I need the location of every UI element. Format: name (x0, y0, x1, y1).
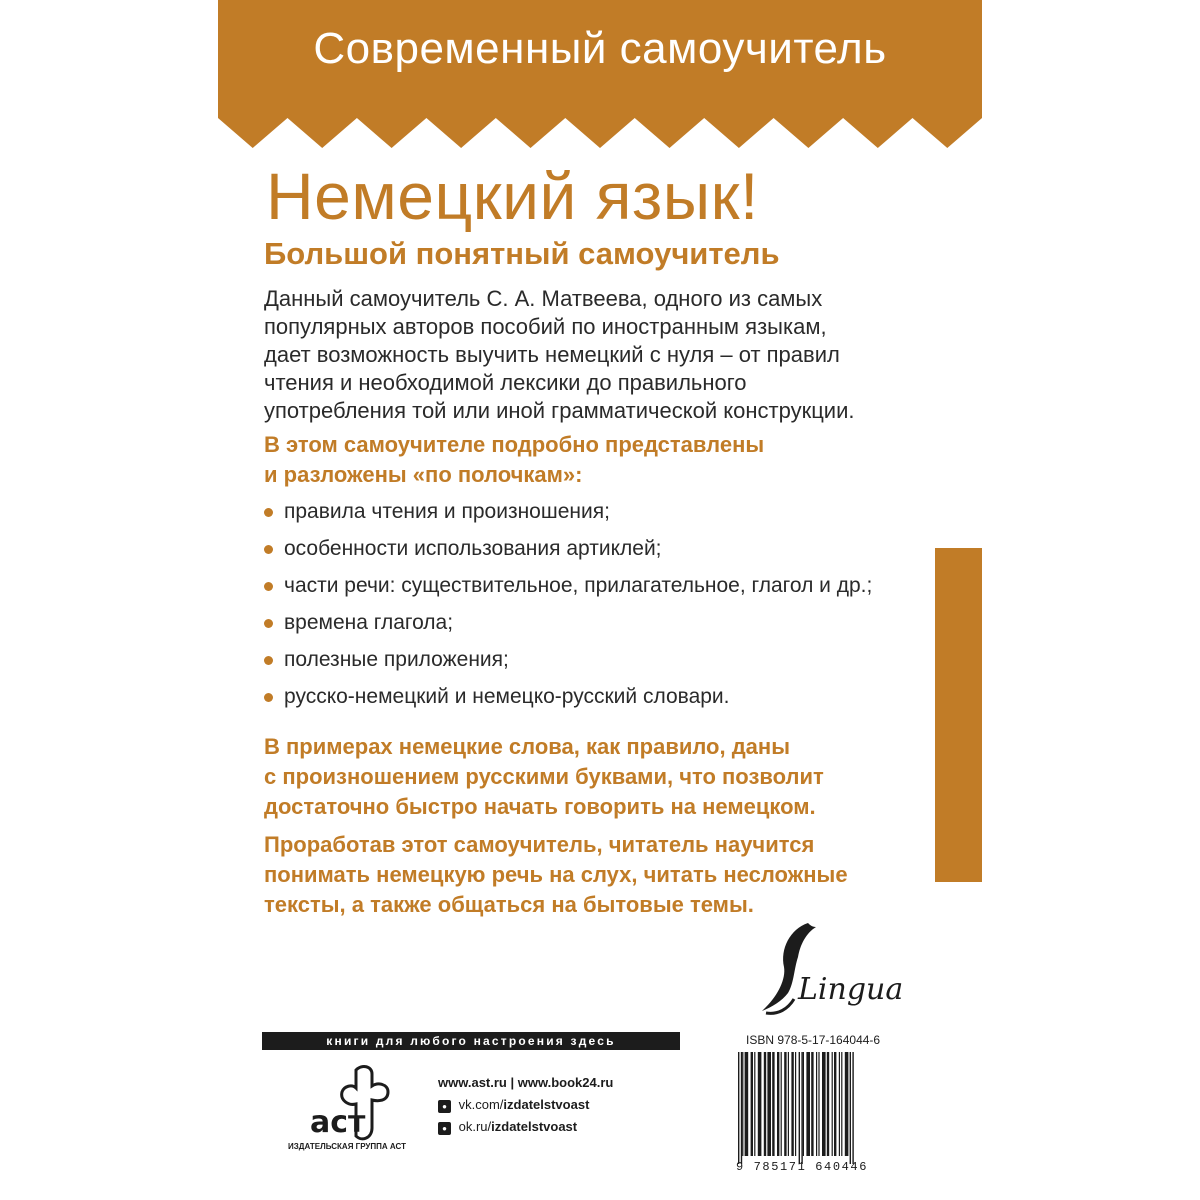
barcode-bar (784, 1052, 786, 1156)
features-heading-line: В этом самоучителе подробно представлены (264, 432, 765, 457)
intro-line: дает возможность выучить немецкий с нуля – от правил (264, 342, 840, 367)
barcode-bar (751, 1052, 753, 1156)
barcode-bar (811, 1052, 813, 1156)
barcode-bar (754, 1052, 755, 1156)
barcode-bar (742, 1052, 743, 1156)
barcode-bar (832, 1052, 833, 1156)
barcode-bar (764, 1052, 766, 1156)
bullet-dot-icon (264, 545, 273, 554)
features-heading (264, 430, 964, 490)
ok-link[interactable] (438, 1116, 613, 1138)
examples-line: В примерах немецкие слова, как правило, даны (264, 734, 790, 759)
barcode-bar (839, 1052, 840, 1156)
bullet-dot-icon (264, 619, 273, 628)
list-item-text: полезные приложения; (284, 648, 509, 671)
barcode-bar (845, 1052, 849, 1156)
book-subtitle: Большой понятный самоучитель (264, 236, 780, 271)
zigzag-banner-shape (218, 0, 982, 148)
barcode-bar (758, 1052, 762, 1156)
lingua-logo (738, 915, 928, 1025)
intro-paragraph (264, 285, 964, 425)
list-item-text: особенности использования артиклей; (284, 537, 662, 560)
website-links[interactable]: www.ast.ru | www.book24.ru (438, 1075, 614, 1090)
list-item (262, 604, 982, 641)
result-line: тексты, а также общаться на бытовые темы. (264, 892, 754, 917)
intro-line: употребления той или иной грамматической конструкции. (264, 398, 855, 423)
book-back-cover (218, 0, 982, 1200)
barcode-bar (822, 1052, 826, 1156)
barcode-bar (772, 1052, 774, 1156)
tagline-bar: книги для любого настроения здесь (262, 1032, 680, 1050)
features-list (262, 493, 982, 715)
examples-line: достаточно быстро начать говорить на немецком. (264, 794, 816, 819)
vk-icon: ● (438, 1100, 451, 1113)
list-item-text: правила чтения и произношения; (284, 500, 610, 523)
bullet-dot-icon (264, 656, 273, 665)
features-heading-line: и разложены «по полочкам»: (264, 462, 583, 487)
barcode-bar (781, 1052, 782, 1156)
ok-prefix: ok.ru/ (458, 1119, 492, 1134)
ast-logo-text: аст (310, 1105, 366, 1140)
barcode-icon (736, 1048, 894, 1168)
barcode-guard-bar (801, 1052, 802, 1164)
list-item (262, 530, 982, 567)
barcode-bar (816, 1052, 817, 1156)
publisher-links (438, 1072, 613, 1138)
ok-handle: izdatelstvoast (491, 1119, 578, 1134)
vk-handle: izdatelstvoast (503, 1097, 590, 1112)
vk-link[interactable] (438, 1094, 613, 1116)
barcode-number: 9 785171 640446 (736, 1160, 869, 1174)
barcode-bar (827, 1052, 829, 1156)
examples-line: с произношением русскими буквами, что позволит (264, 764, 824, 789)
series-title: Современный самоучитель (313, 24, 887, 73)
lingua-logo-text: Lingua (798, 972, 904, 1007)
barcode-bar (834, 1052, 836, 1156)
publisher-imprint: ИЗДАТЕЛЬСКАЯ ГРУППА АСТ (288, 1142, 406, 1151)
barcode-guard-bar (799, 1052, 800, 1164)
bullet-dot-icon (264, 508, 273, 517)
barcode-guard-bar (738, 1052, 739, 1164)
barcode-guard-bar (741, 1052, 742, 1164)
intro-line: чтения и необходимой лексики до правильного (264, 370, 747, 395)
side-accent-stripe (935, 548, 982, 882)
isbn-number: ISBN 978-5-17-164044-6 (746, 1033, 881, 1047)
barcode-bar (777, 1052, 779, 1156)
list-item (262, 567, 982, 604)
vk-prefix: vk.com/ (458, 1097, 504, 1112)
book-title: Немецкий язык! (266, 159, 759, 233)
barcode-bar (745, 1052, 749, 1156)
bullet-dot-icon (264, 582, 273, 591)
list-item (262, 641, 982, 678)
intro-line: популярных авторов пособий по иностранным языкам, (264, 314, 827, 339)
result-line: понимать немецкую речь на слух, читать несложные (264, 862, 848, 887)
odnoklassniki-icon: ● (438, 1122, 451, 1135)
list-item-text: времена глагола; (284, 611, 454, 634)
barcode-guard-bar (852, 1052, 853, 1164)
series-header-banner (218, 0, 982, 148)
result-paragraph (264, 830, 964, 920)
result-line: Проработав этот самоучитель, читатель научится (264, 832, 815, 857)
barcode-bar (818, 1052, 819, 1156)
barcode-bar (806, 1052, 810, 1156)
list-item-text: русско-немецкий и немецко-русский словари. (284, 685, 730, 708)
list-item (262, 493, 982, 530)
examples-paragraph (264, 732, 964, 822)
barcode-bar (767, 1052, 771, 1156)
barcode-guard-bar (850, 1052, 851, 1164)
barcode-bar (788, 1052, 789, 1156)
barcode-bar (841, 1052, 842, 1156)
list-item (262, 678, 982, 715)
barcode-bar (803, 1052, 804, 1156)
list-item-text: части речи: существительное, прилагательное, глагол и др.; (284, 574, 873, 597)
bullet-dot-icon (264, 693, 273, 702)
barcode-bar (795, 1052, 796, 1156)
barcode-bar (791, 1052, 793, 1156)
intro-line: Данный самоучитель С. А. Матвеева, одного из самых (264, 286, 823, 311)
